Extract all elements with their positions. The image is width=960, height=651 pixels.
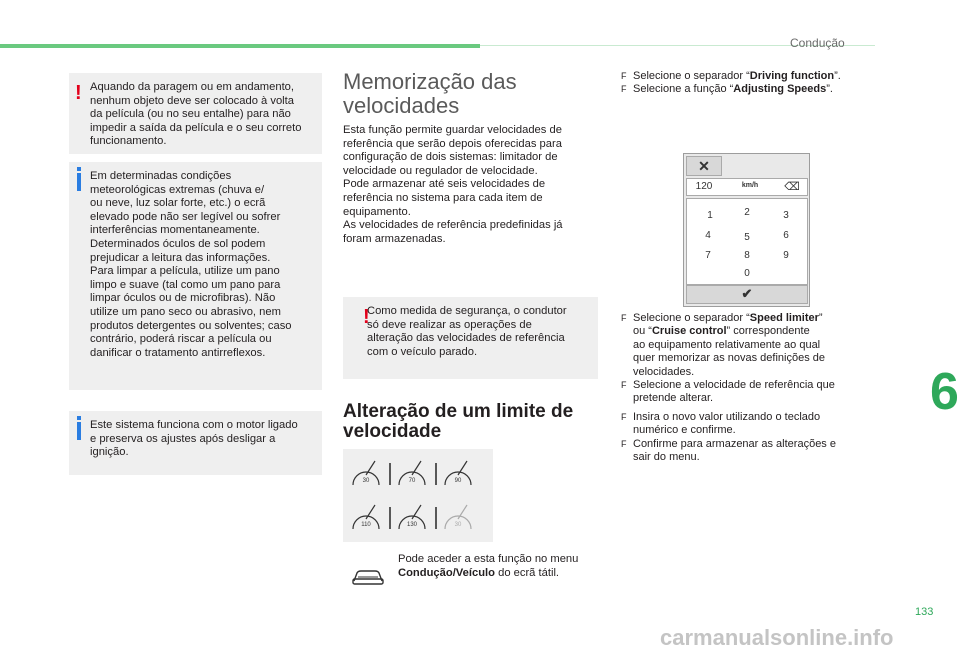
numeric-keys	[686, 198, 808, 285]
intro-paragraph	[343, 124, 603, 246]
tab-name: Speed limiter	[749, 312, 819, 324]
menu-path: Condução/Veículo	[398, 566, 495, 579]
text-line: funcionamento.	[90, 135, 167, 148]
text-line: meteorológicas extremas (chuva e/	[90, 183, 265, 196]
key-4[interactable]: 4	[705, 230, 711, 241]
step-text	[633, 83, 833, 96]
info-box-engine	[69, 411, 322, 475]
step-item	[621, 379, 876, 406]
function-name: Adjusting Speeds	[733, 83, 827, 96]
text-line: referência que serão depois oferecidas para	[343, 137, 562, 150]
text-span: ” correspondente	[726, 325, 810, 338]
bullet-marker: F	[621, 313, 627, 323]
text-span: velocidades.	[633, 365, 695, 378]
text-line: limpar óculos ou de microfibras). Não	[90, 292, 276, 305]
text-span: Selecione a função “	[633, 83, 734, 96]
header-accent-bar	[0, 44, 480, 48]
gauge-label: 130	[406, 522, 418, 528]
text-line: ignição.	[90, 446, 129, 459]
speed-display	[686, 178, 808, 196]
key-5[interactable]: 5	[744, 232, 750, 243]
text-span: Insira o novo valor utilizando o teclado	[633, 410, 821, 423]
text-line: com o veículo parado.	[367, 345, 478, 358]
text-line: foram armazenadas.	[343, 232, 446, 245]
text-line: da película (ou no seu entalhe) para não	[90, 108, 291, 121]
text-line: produtos detergentes ou solventes; caso	[90, 319, 292, 332]
text-line: Determinados óculos de sol podem	[90, 237, 266, 250]
keypad-close-button[interactable]	[686, 156, 722, 176]
text-line: Pode armazenar até seis velocidades de	[343, 178, 546, 191]
info-icon	[77, 422, 81, 440]
bullet-marker: F	[621, 438, 627, 449]
info-text	[90, 419, 320, 460]
warning-box	[69, 73, 322, 154]
text-span: Selecione a velocidade de referência que	[633, 379, 835, 392]
text-line: referência no sistema para cada item de	[343, 191, 543, 204]
warning-exclamation-icon: !	[363, 306, 370, 328]
key-8[interactable]: 8	[744, 250, 750, 261]
info-text	[90, 170, 320, 360]
text-line: prejudicar a leitura das informações.	[90, 251, 271, 264]
text-span: Selecione o separador “	[633, 70, 750, 82]
text-line: alteração das velocidades de referência	[367, 332, 565, 345]
tab-name: Driving function	[749, 70, 835, 82]
bullet-marker: F	[621, 411, 627, 422]
bullet-marker: F	[621, 380, 627, 391]
text-line: só deve realizar as operações de	[367, 318, 532, 331]
key-2[interactable]: 2	[744, 207, 750, 218]
text-line: As velocidades de referência predefinidas já	[343, 219, 563, 232]
keypad-confirm-button[interactable]	[686, 285, 808, 304]
text-line: impedir a saída da película e o seu correto	[90, 121, 302, 134]
text-span: ”.	[834, 70, 841, 82]
heading-line: velocidades	[343, 93, 460, 118]
text-line: nenhum objeto deve ser colocado à volta	[90, 94, 294, 107]
text-span: ”.	[826, 83, 833, 96]
text-line: limpo e suave (tal como um pano para	[90, 278, 281, 291]
step-item	[621, 312, 876, 379]
text-line: velocidade ou regulador de velocidade.	[343, 164, 538, 177]
text-span: pretende alterar.	[633, 392, 714, 405]
text-line: Para limpar a película, utilize um pano	[90, 265, 280, 278]
text-span: sair do menu.	[633, 451, 700, 464]
checkmark-icon: ✔	[741, 286, 753, 301]
step-text	[633, 70, 841, 83]
text-line: contrário, poderá riscar a película ou	[90, 333, 272, 346]
key-3[interactable]: 3	[783, 210, 789, 221]
text-span: Selecione o separador “	[633, 312, 750, 324]
info-box-cleaning	[69, 162, 322, 390]
speed-gauge-icon	[343, 449, 493, 542]
step-text	[633, 312, 825, 379]
warning-exclamation-icon: !	[75, 82, 82, 104]
steps-top	[621, 70, 876, 97]
text-line: e preserva os ajustes após desligar a	[90, 432, 276, 445]
key-6[interactable]: 6	[783, 230, 789, 241]
text-line: interferências momentaneamente.	[90, 224, 260, 237]
step-item	[621, 411, 876, 438]
text-line: utilize um pano seco ou abrasivo, nem	[90, 305, 281, 318]
info-icon	[77, 173, 81, 191]
step-item	[621, 438, 876, 465]
text-line: ou neve, luz solar forte, etc.) o ecrã	[90, 197, 266, 210]
step-item	[621, 83, 876, 96]
text-line: equipamento.	[343, 205, 411, 218]
key-0[interactable]: 0	[744, 268, 750, 279]
text-span: ao equipamento relativamente ao qual	[633, 338, 821, 351]
key-1[interactable]: 1	[707, 210, 713, 221]
text-line: Pode aceder a esta função no menu	[398, 553, 579, 565]
text-line: Em determinadas condições	[90, 170, 232, 182]
step-text	[633, 379, 835, 406]
unit-label: km/h	[741, 182, 759, 189]
text-span: ”	[818, 312, 823, 324]
car-icon	[350, 565, 386, 589]
subheading	[343, 402, 603, 442]
subheading-line: Alteração de um limite de	[343, 401, 574, 422]
section-title: Condução	[790, 36, 845, 50]
backspace-icon[interactable]: ⌫	[784, 181, 800, 193]
text-line: Esta função permite guardar velocidades de	[343, 124, 562, 136]
safety-warning-box	[343, 297, 598, 379]
step-item	[621, 70, 876, 83]
heading-line: Memorização das	[343, 69, 517, 94]
text-line: configuração de dois sistemas: limitador de	[343, 151, 558, 164]
gauge-label: 90	[454, 478, 462, 484]
site-watermark: carmanualsonline.info	[660, 625, 894, 650]
gauge-label: 70	[408, 478, 416, 484]
page-number: 133	[915, 606, 934, 618]
gauge-label: 30	[454, 522, 462, 528]
text-span: do ecrã tátil.	[494, 566, 560, 579]
step-text	[633, 438, 836, 465]
key-9[interactable]: 9	[783, 250, 789, 261]
steps-bottom	[621, 312, 876, 464]
close-x-icon: ✕	[698, 158, 710, 174]
gauge-label: 110	[361, 522, 371, 528]
text-line: Como medida de segurança, o condutor	[367, 305, 567, 317]
speed-keypad-illustration	[683, 153, 810, 307]
text-line	[398, 567, 608, 581]
speed-value: 120	[695, 181, 713, 192]
menu-access-note	[398, 553, 608, 580]
tab-name: Cruise control	[651, 325, 727, 338]
warning-text	[90, 81, 320, 149]
text-line: Aquando da paragem ou em andamento,	[90, 81, 295, 93]
text-span: quer memorizar as novas definições de	[633, 352, 825, 365]
page-heading	[343, 70, 603, 118]
speed-gauges-illustration	[343, 449, 493, 542]
key-7[interactable]: 7	[705, 250, 711, 261]
subheading-line: velocidade	[343, 421, 442, 442]
warning-text	[367, 305, 595, 359]
text-line: Este sistema funciona com o motor ligado	[90, 419, 298, 431]
text-line: elevado pode não ser legível ou sofrer	[90, 210, 281, 223]
chapter-number: 6	[930, 363, 959, 421]
text-span: ou “	[633, 325, 652, 338]
step-text	[633, 411, 820, 438]
bullet-marker: F	[621, 71, 627, 81]
bullet-marker: F	[621, 84, 627, 95]
gauge-label: 30	[362, 478, 370, 484]
text-span: Confirme para armazenar as alterações e	[633, 437, 836, 450]
text-line: danificar o tratamento antirreflexos.	[90, 346, 266, 359]
text-span: numérico e confirme.	[633, 424, 736, 437]
